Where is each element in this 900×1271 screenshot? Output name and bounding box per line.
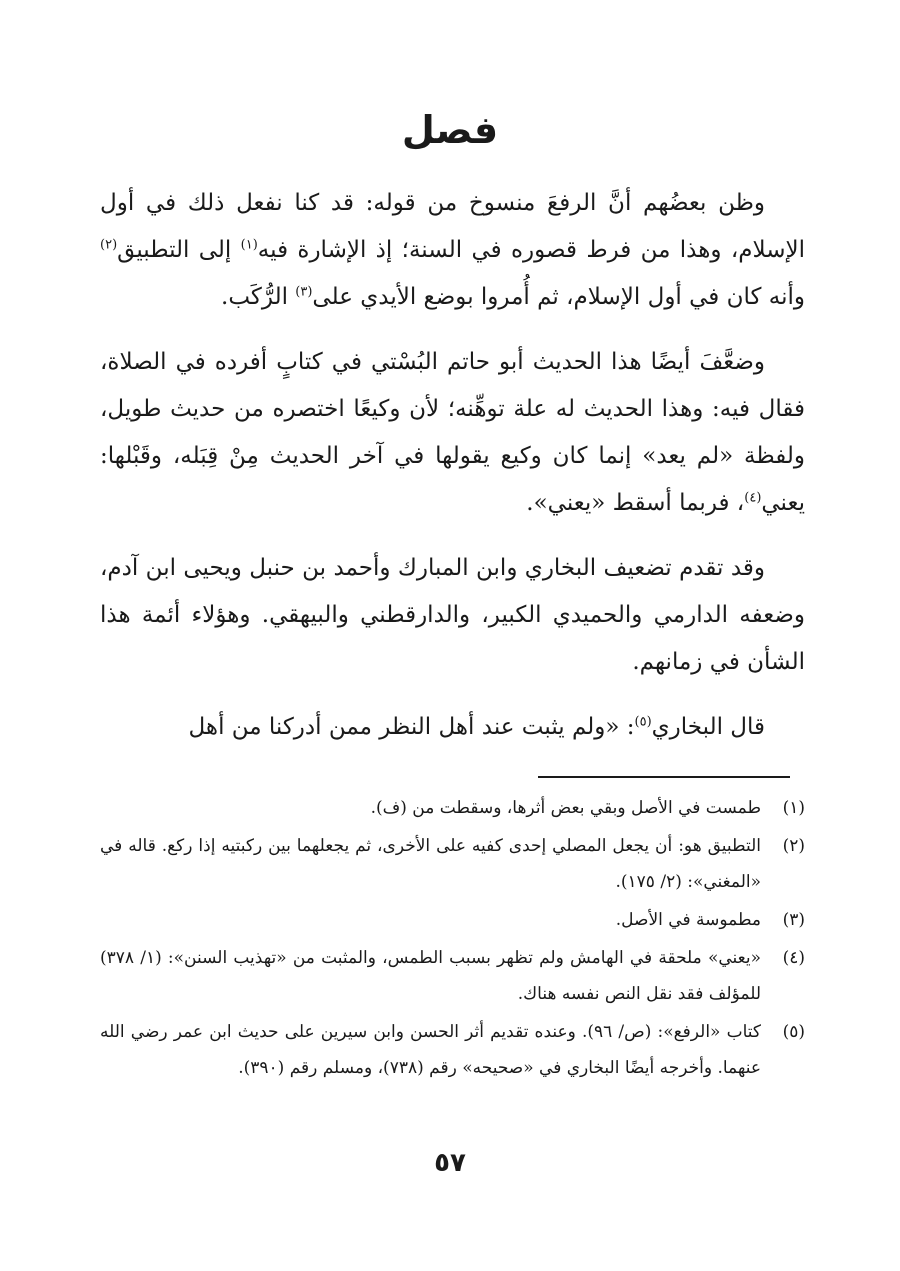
paragraph-text: وقد تقدم تضعيف البخاري وابن المبارك وأحمد بن حنبل ويحيى ابن آدم، وضعفه الدارمي والحميدي الكبير، والدارقطني والبيهقي. وهؤلاء أئمة هذا الشأن في زمانهم. xyxy=(100,555,805,675)
footnote-ref: (٤) xyxy=(744,490,762,506)
paragraph-text: وضعَّفَ أيضًا هذا الحديث أبو حاتم البُسْتي في كتابٍ أفرده في الصلاة، فقال فيه: وهذا الحديث له علة توهِّنه؛ لأن وكيعًا اختصره من حديث طويل، ولفظة «لم يعد» إنما كان وكيع يقولها في آخر الحديث مِنْ قِبَله، وقَبْلها: يعني xyxy=(100,349,805,516)
paragraph-text: إلى التطبيق xyxy=(117,237,241,263)
paragraph xyxy=(100,704,805,751)
paragraph-text: وظن بعضُهم أنَّ الرفعَ منسوخ من قوله: قد كنا نفعل ذلك في أول الإسلام، وهذا من فرط قصوره في السنة؛ إذ الإشارة فيه xyxy=(100,190,805,263)
footnote-text: كتاب «الرفع»: (ص/ ٩٦). وعنده تقديم أثر الحسن وابن سيرين على حديث ابن عمر رضي الله عنهما. وأخرجه أيضًا البخاري في «صحيحه» رقم (٧٣٨)، ومسلم رقم (٣٩٠). xyxy=(100,1022,761,1078)
footnote-text: «يعني» ملحقة في الهامش ولم تظهر بسبب الطمس، والمثبت من «تهذيب السنن»: (١/ ٣٧٨) للمؤلف فقد نقل النص نفسه هناك. xyxy=(100,948,761,1004)
footnote-ref: (٥) xyxy=(634,714,652,730)
footnote-number: (٤) xyxy=(782,948,805,968)
footnote-number: (٥) xyxy=(782,1022,805,1042)
footnote-number: (٣) xyxy=(782,910,805,930)
paragraph-text: ، فربما أسقط «يعني». xyxy=(526,490,745,516)
paragraph xyxy=(100,545,805,686)
footnote-text: طمست في الأصل وبقي بعض أثرها، وسقطت من (ف). xyxy=(370,798,761,818)
footnote-ref: (١) xyxy=(240,237,258,253)
paragraph-text: قال البخاري xyxy=(651,714,765,740)
footnote-number: (٢) xyxy=(782,836,805,856)
paragraph-text: وأنه كان في أول الإسلام، ثم أُمروا بوضع الأيدي على xyxy=(312,284,805,310)
footnote-item xyxy=(100,902,805,938)
paragraph-text: الرُّكَب. xyxy=(221,284,296,310)
main-text xyxy=(100,180,805,769)
footnote-separator xyxy=(538,776,790,778)
footnote-ref: (٣) xyxy=(295,284,313,300)
footnote-text: مطموسة في الأصل. xyxy=(615,910,761,930)
footnote-ref: (٢) xyxy=(100,237,118,253)
section-title: فصل xyxy=(401,108,499,152)
paragraph xyxy=(100,339,805,527)
footnote-item xyxy=(100,940,805,1012)
footnote-number: (١) xyxy=(782,798,805,818)
paragraph-text: : «ولم يثبت عند أهل النظر ممن أدركنا من أهل xyxy=(188,714,635,740)
paragraph xyxy=(100,180,805,321)
footnote-item xyxy=(100,828,805,900)
footnote-text: التطبيق هو: أن يجعل المصلي إحدى كفيه على الأخرى، ثم يجعلهما بين ركبتيه إذا ركع. قاله في «المغني»: (٢/ ١٧٥). xyxy=(100,836,761,892)
footnote-item xyxy=(100,790,805,826)
page-number: ٥٧ xyxy=(434,1148,466,1178)
footnotes xyxy=(100,790,805,1088)
footnote-item xyxy=(100,1014,805,1086)
